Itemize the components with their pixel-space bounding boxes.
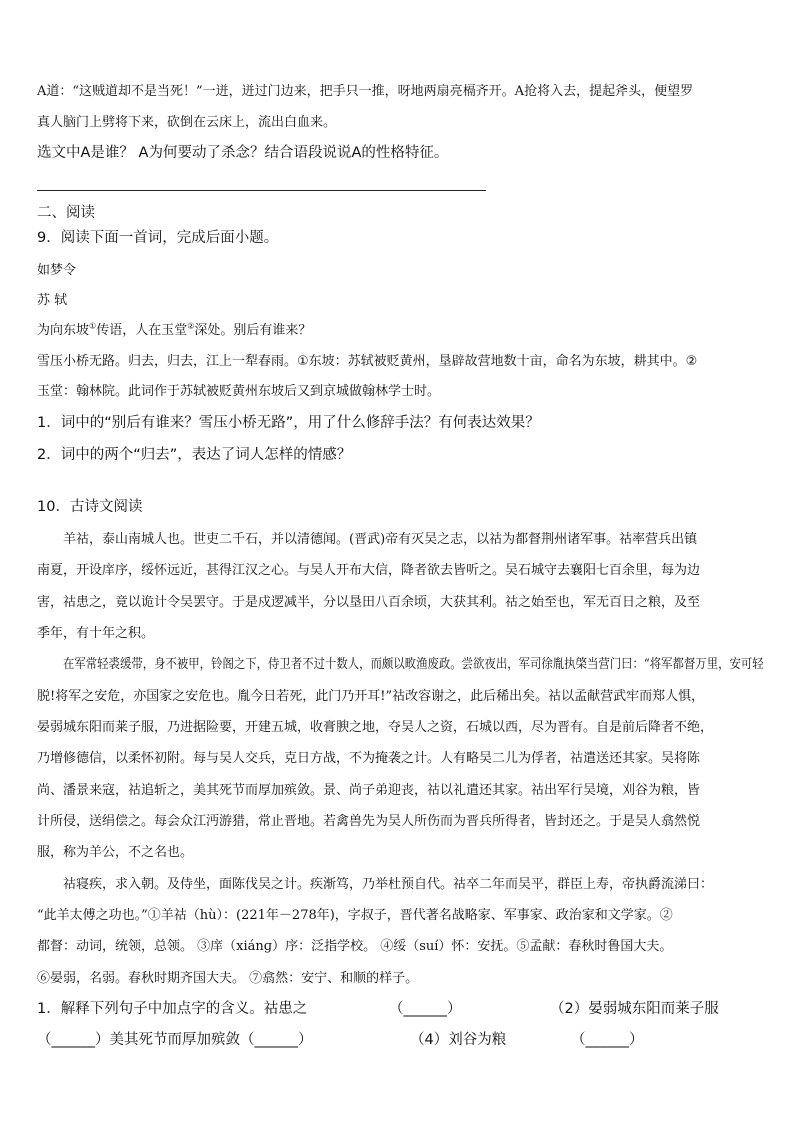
- poem-line-1-part-b: 传语，人在玉堂: [96, 323, 188, 338]
- answer-blank-3[interactable]: （______）: [240, 1032, 313, 1048]
- q10-p2-line-2: 脱!将军之安危，亦国家之安危也。胤今日若死，此门乃开耳!”祜改容谢之，此后稀出矣。祜以孟献营武牢而郑人惧，: [37, 689, 705, 704]
- q10-p2-line-7: 服，称为羊公，不之名也。: [37, 845, 194, 860]
- answer-blank-2[interactable]: （______）: [37, 1032, 110, 1048]
- q10-p2-line-5: 尚、潘景来寇，祜追斩之，美其死节而厚加殡敛。景、尚子弟迎丧，祜以礼遣还其家。祜出军行吴境，刈谷为粮，皆: [37, 783, 701, 798]
- note-marker-2: ②: [187, 321, 195, 331]
- q10-p2-line-3: 晏弱城东阳而莱子服，乃进据险要，开建五城，收膏腴之地，夺吴人之资，石城以西，尽为晋有。自是前后降者不绝，: [37, 720, 714, 735]
- q10-sub-1-part-3: 美其死节而厚加殡敛: [109, 1032, 240, 1048]
- q10-p2-line-1: 在军常轻裘缓带，身不被甲，铃阁之下，侍卫者不过十数人，而颇以畋渔废政。尝欲夜出，军司徐胤执棨当营门曰：“将军都督万里，安可轻: [63, 657, 764, 672]
- q8-passage-line-2: 真人脑门上劈将下来，砍倒在云床上，流出白血来。: [37, 115, 337, 130]
- q10-note-line-1: “此羊太傅之功也。”①羊祜（hù）：(221年－278年)，字叔子，晋代著名战略家、军事家、政治家和文学家。②: [37, 908, 673, 923]
- q10-sub-1-row-2: [37, 1031, 313, 1049]
- q10-p2-line-6: 计所侵，送绢偿之。每会众江沔游猎，常止晋地。若禽兽先为吴人所伤而为晋兵所得者，皆封还之。于是吴人翕然悦: [37, 814, 701, 829]
- q10-p3-line-1: 祜寝疾，求入朝。及侍坐，面陈伐吴之计。疾渐笃，乃举杜预自代。祜卒二年而吴平，群臣上寿，帝执爵流涕曰：: [63, 877, 714, 892]
- q10-sub-1-part-1: 1．解释下列句子中加点字的含义。祜患之: [37, 1001, 308, 1017]
- poem-line-1-part-c: 深处。别后有谁来？: [194, 323, 312, 338]
- poem-author: 苏 轼: [37, 293, 68, 308]
- q10-sub-1-part-2: （2）晏弱城东阳而莱子服: [550, 1001, 719, 1017]
- q10-note-line-3: ⑥晏弱，名弱。春秋时期齐国大夫。 ⑦翕然：安宁、和顺的样子。: [37, 971, 419, 986]
- answer-line: [37, 190, 486, 191]
- poem-title: 如梦令: [37, 263, 77, 278]
- q10-sub-1-part-4: （4）刘谷为粮: [410, 1032, 507, 1048]
- q10-p2-line-4: 乃增修德信，以柔怀初附。每与吴人交兵，克日方战，不为掩袭之计。人有略吴二儿为俘者，祜遣送还其家。吴将陈: [37, 751, 701, 766]
- q8-question: 选文中A是谁？ A为何要动了杀念？结合语段说说A的性格特征。: [37, 145, 449, 161]
- poem-note-1: ①东坡：苏轼被贬黄州，垦辟故营地数十亩，命名为东坡，耕其中。②: [297, 354, 698, 369]
- poem-line-2-text: 雪压小桥无路。归去，归去，江上一犁春雨。: [37, 354, 298, 369]
- q9-prompt: 9．阅读下面一首词，完成后面小题。: [37, 230, 279, 246]
- poem-line-1-part-a: 为向东坡: [37, 323, 90, 338]
- q10-title: 10．古诗文阅读: [37, 499, 143, 515]
- q8-passage-line-1: A道：“这贼道却不是当死！”一迸，迸过门边来，把手只一推，呀地两扇亮槅齐开。A抢将入去，提起斧头，便望罗: [37, 84, 694, 99]
- answer-blank-4[interactable]: （______）: [571, 1032, 644, 1048]
- section-2-title: 二、阅读: [37, 205, 95, 221]
- q10-p1-line-3: 害，祜患之，竟以诡计令吴罢守。于是戍逻减半，分以垦田八百余顷，大获其利。祜之始至也，军无百日之粮，及至: [37, 595, 701, 610]
- poem-note-2: 玉堂：翰林院。此词作于苏轼被贬黄州东坡后又到京城做翰林学士时。: [37, 384, 441, 399]
- q10-note-line-2: 都督：动词，统领，总领。 ③庠（xiánɡ）序：泛指学校。 ④绥（suí）怀：安抚。⑤孟献：春秋时鲁国大夫。: [37, 939, 673, 954]
- poem-line-1: [37, 322, 311, 340]
- answer-blank-1[interactable]: （______）: [389, 1001, 462, 1017]
- q9-sub-2: 2．词中的两个“归去”，表达了词人怎样的情感？: [37, 447, 352, 463]
- q9-sub-1: 1．词中的“别后有谁来？雪压小桥无路”，用了什么修辞手法？有何表达效果？: [37, 415, 540, 431]
- q10-p1-line-1: 羊祜，泰山南城人也。世吏二千石，并以清德闻。(晋武)帝有灭吴之志，以祜为都督荆州诸军事。祜率营兵出镇: [63, 532, 698, 547]
- poem-line-2: [37, 353, 697, 371]
- note-marker-1: ①: [89, 321, 97, 331]
- q10-p1-line-2: 南夏，开设庠序，绥怀远近，甚得江汉之心。与吴人开布大信，降者欲去皆听之。吴石城守去襄阳七百余里，每为边: [37, 563, 701, 578]
- q10-p1-line-4: 季年，有十年之积。: [37, 626, 155, 641]
